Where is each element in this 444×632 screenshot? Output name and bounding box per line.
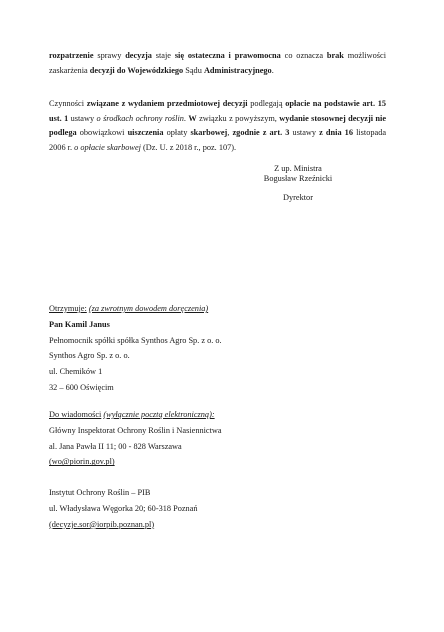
- recipients-heading-note: (za zwrotnym dowodem doręczenia): [88, 304, 209, 313]
- paragraph2-segment: skarbowej: [190, 128, 228, 138]
- paragraph2-segment: obowiązkowi: [76, 128, 128, 138]
- paragraph2-segment: Czynności: [49, 99, 87, 108]
- info-org1-line: al. Jana Pawła II 11; 00 - 828 Warszawa: [49, 441, 182, 451]
- paragraph1-segment: brak: [326, 51, 344, 60]
- paragraph1-segment: staje: [151, 51, 175, 60]
- paragraph1-segment: rozpatrzenie: [49, 51, 94, 60]
- recipient-name: Pan Kamil Janus: [49, 319, 110, 329]
- info-org2-line: ul. Władysława Węgorka 20; 60-318 Poznań: [49, 503, 198, 513]
- paragraph1-segment: sprawy: [93, 51, 126, 60]
- paragraph2-segment: .: [183, 113, 189, 123]
- paragraph2-segment: o opłacie skarbowej: [74, 142, 141, 152]
- paragraph2-segment: opłaty: [163, 128, 191, 138]
- recipient-line: ul. Chemików 1: [49, 367, 103, 377]
- paragraph1-segment: .: [271, 65, 274, 75]
- info-heading-row: [49, 407, 349, 423]
- paragraph1-segment: decyzji do Wojewódzkiego: [89, 65, 184, 75]
- info-org1-email-link[interactable]: (wo@piorin.gov.pl): [49, 457, 115, 467]
- info-org2-line: Instytut Ochrony Roślin – PIB: [49, 488, 151, 498]
- paragraph2-segment: W: [188, 113, 197, 123]
- paragraph1-segment: Administracyjnego: [203, 65, 272, 75]
- paragraph1-segment: się ostateczna i prawomocna: [174, 51, 281, 60]
- paragraph2-segment: z dnia 16: [319, 128, 353, 138]
- recipient-line: Synthos Agro Sp. z o. o.: [49, 351, 130, 361]
- signature-name: Bogusław Rzeźnicki: [263, 174, 333, 183]
- recipient-line: Pełnomocnik spółki spółka Synthos Agro Sp. z o. o.: [49, 335, 222, 345]
- paragraph-fees: [49, 97, 386, 155]
- recipients-heading-row: [49, 301, 349, 317]
- paragraph2-segment: ustawy: [289, 128, 320, 138]
- paragraph1-segment: możliwości zaskarżenia: [49, 51, 387, 75]
- paragraph2-segment: opłacie na podstawie art. 15 ust. 1: [49, 99, 386, 123]
- paragraph2-segment: o środkach ochrony roślin: [96, 113, 184, 123]
- paragraph-finality: [49, 49, 386, 78]
- paragraph2-segment: zgodnie z art. 3: [232, 128, 290, 138]
- paragraph2-segment: związku z powyższym,: [196, 113, 280, 123]
- info-org1-line: Główny Inspektorat Ochrony Roślin i Nasiennictwa: [49, 425, 222, 435]
- recipients-heading: Otrzymuje:: [49, 304, 87, 313]
- paragraph1-segment: co oznacza: [280, 51, 327, 60]
- paragraph2-segment: uiszczenia: [127, 128, 164, 138]
- paragraph2-segment: ustawy: [68, 113, 97, 123]
- signature-line-1: Z up. Ministra: [274, 164, 322, 173]
- signature-block: [248, 164, 348, 203]
- info-heading: Do wiadomości: [49, 410, 102, 419]
- paragraph2-segment: ,: [227, 128, 233, 138]
- recipient-line: 32 – 600 Oświęcim: [49, 382, 114, 392]
- info-block: [49, 407, 349, 533]
- paragraph2-segment: listopada 2006 r.: [49, 128, 387, 152]
- paragraph2-segment: (Dz. U. z 2018 r., poz. 107).: [140, 142, 237, 152]
- paragraph2-segment: wydanie stosownej decyzji nie podlega: [49, 113, 387, 138]
- info-heading-note: (wyłącznie pocztą elektroniczną):: [103, 410, 215, 419]
- paragraph2-segment: związane z wydaniem przedmiotowej decyzji: [86, 99, 248, 108]
- paragraph1-segment: decyzja: [125, 51, 152, 60]
- info-org2-email-link[interactable]: (decyzje.sor@iorpib.poznan.pl): [49, 519, 155, 529]
- signature-title: Dyrektor: [283, 193, 313, 202]
- paragraph2-segment: podlegają: [247, 99, 286, 108]
- recipients-block: [49, 301, 349, 396]
- paragraph1-segment: Sądu: [183, 65, 204, 75]
